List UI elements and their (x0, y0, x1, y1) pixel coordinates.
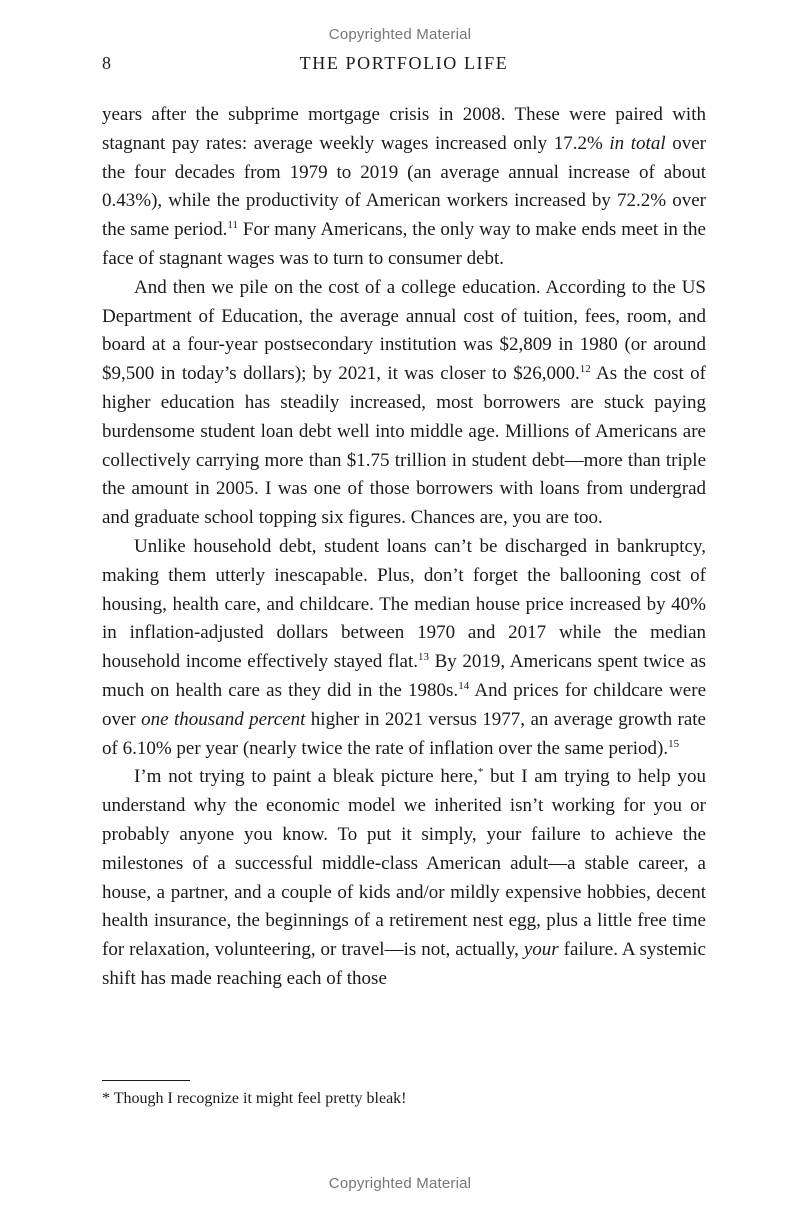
page-number: 8 (102, 53, 111, 73)
emphasis: in total (609, 132, 666, 154)
text-run: Unlike household debt, student loans can’t be discharged in bankruptcy, making them utterly inescapable. Plus, don’t forget the ballooning cost of housing, health care, and childcare. The median house price increased by 40% in inflation-adjusted dollars between 1970 and 2017 while the median household income effectively stayed flat. (102, 535, 706, 673)
endnote-ref-13: 13 (418, 651, 429, 664)
paragraph-2 (102, 274, 706, 533)
running-head (102, 53, 706, 77)
body-text (102, 101, 706, 994)
text-run: failure. A systemic shift has made reaching each of those (102, 939, 706, 989)
text-run: but I am trying to help you understand why the economic model we inherited isn’t working for you or probably anyone you know. To put it simply, your failure to achieve the milestones of a successful middle-class American adult—a stable career, a house, a partner, and a couple of kids and/or mildly expensive hobbies, decent health insurance, the beginnings of a retirement nest egg, plus a little free time for relaxation, volunteering, or travel—is not, actually, (102, 766, 706, 961)
endnote-ref-12: 12 (579, 363, 591, 376)
text-run: I’m not trying to paint a bleak picture here, (134, 766, 478, 788)
text-run: over the four decades from 1979 to 2019 (an average annual increase of about 0.43%), while the productivity of American workers increased by 72.2% over the same period. (102, 132, 706, 241)
endnote-ref-15: 15 (668, 737, 680, 750)
paragraph-4 (102, 763, 706, 993)
book-title: THE PORTFOLIO LIFE (299, 53, 509, 73)
footnote (102, 1089, 706, 1109)
footnote-marker: * (102, 1090, 110, 1107)
footnote-text: Though I recognize it might feel pretty bleak! (110, 1090, 407, 1107)
emphasis: one thousand percent (141, 708, 306, 730)
endnote-ref-11: 11 (227, 219, 238, 232)
text-run: By 2019, Americans spent twice as much on health care as they did in the 1980s. (102, 651, 706, 701)
paragraph-3 (102, 533, 706, 763)
footnote-ref-asterisk: * (477, 766, 484, 779)
endnote-ref-14: 14 (458, 679, 470, 692)
text-run: And then we pile on the cost of a college education. According to the US Department of Education, the average annual cost of tuition, fees, room, and board at a four-year postsecondary institution was $2,809 in 1980 (or around $9,500 in today’s dollars); by 2021, it was closer to $26,000. (102, 276, 706, 385)
paragraph-1 (102, 101, 706, 274)
text-run: years after the subprime mortgage crisis in 2008. These were paired with stagnant pay rates: average weekly wages increased only 17.2% (102, 104, 706, 154)
text-run: And prices for childcare were over (102, 679, 707, 730)
text-run: For many Americans, the only way to make ends meet in the face of stagnant wages was to turn to consumer debt. (102, 219, 706, 269)
footnote-divider (102, 1080, 190, 1081)
text-run: higher in 2021 versus 1977, an average growth rate of 6.10% per year (nearly twice the rate of inflation over the same period). (102, 708, 706, 759)
emphasis: your (523, 939, 559, 961)
copyright-watermark-bottom: Copyrighted Material (328, 1175, 472, 1192)
text-run: As the cost of higher education has steadily increased, most borrowers are stuck paying burdensome student loan debt well into middle age. Millions of Americans are collectively carrying more than $1.75 trillion in student debt—more than triple the amount in 2005. I was one of those borrowers with loans from undergrad and graduate school topping six figures. Chances are, you are too. (102, 363, 706, 529)
copyright-watermark-top: Copyrighted Material (328, 26, 472, 43)
